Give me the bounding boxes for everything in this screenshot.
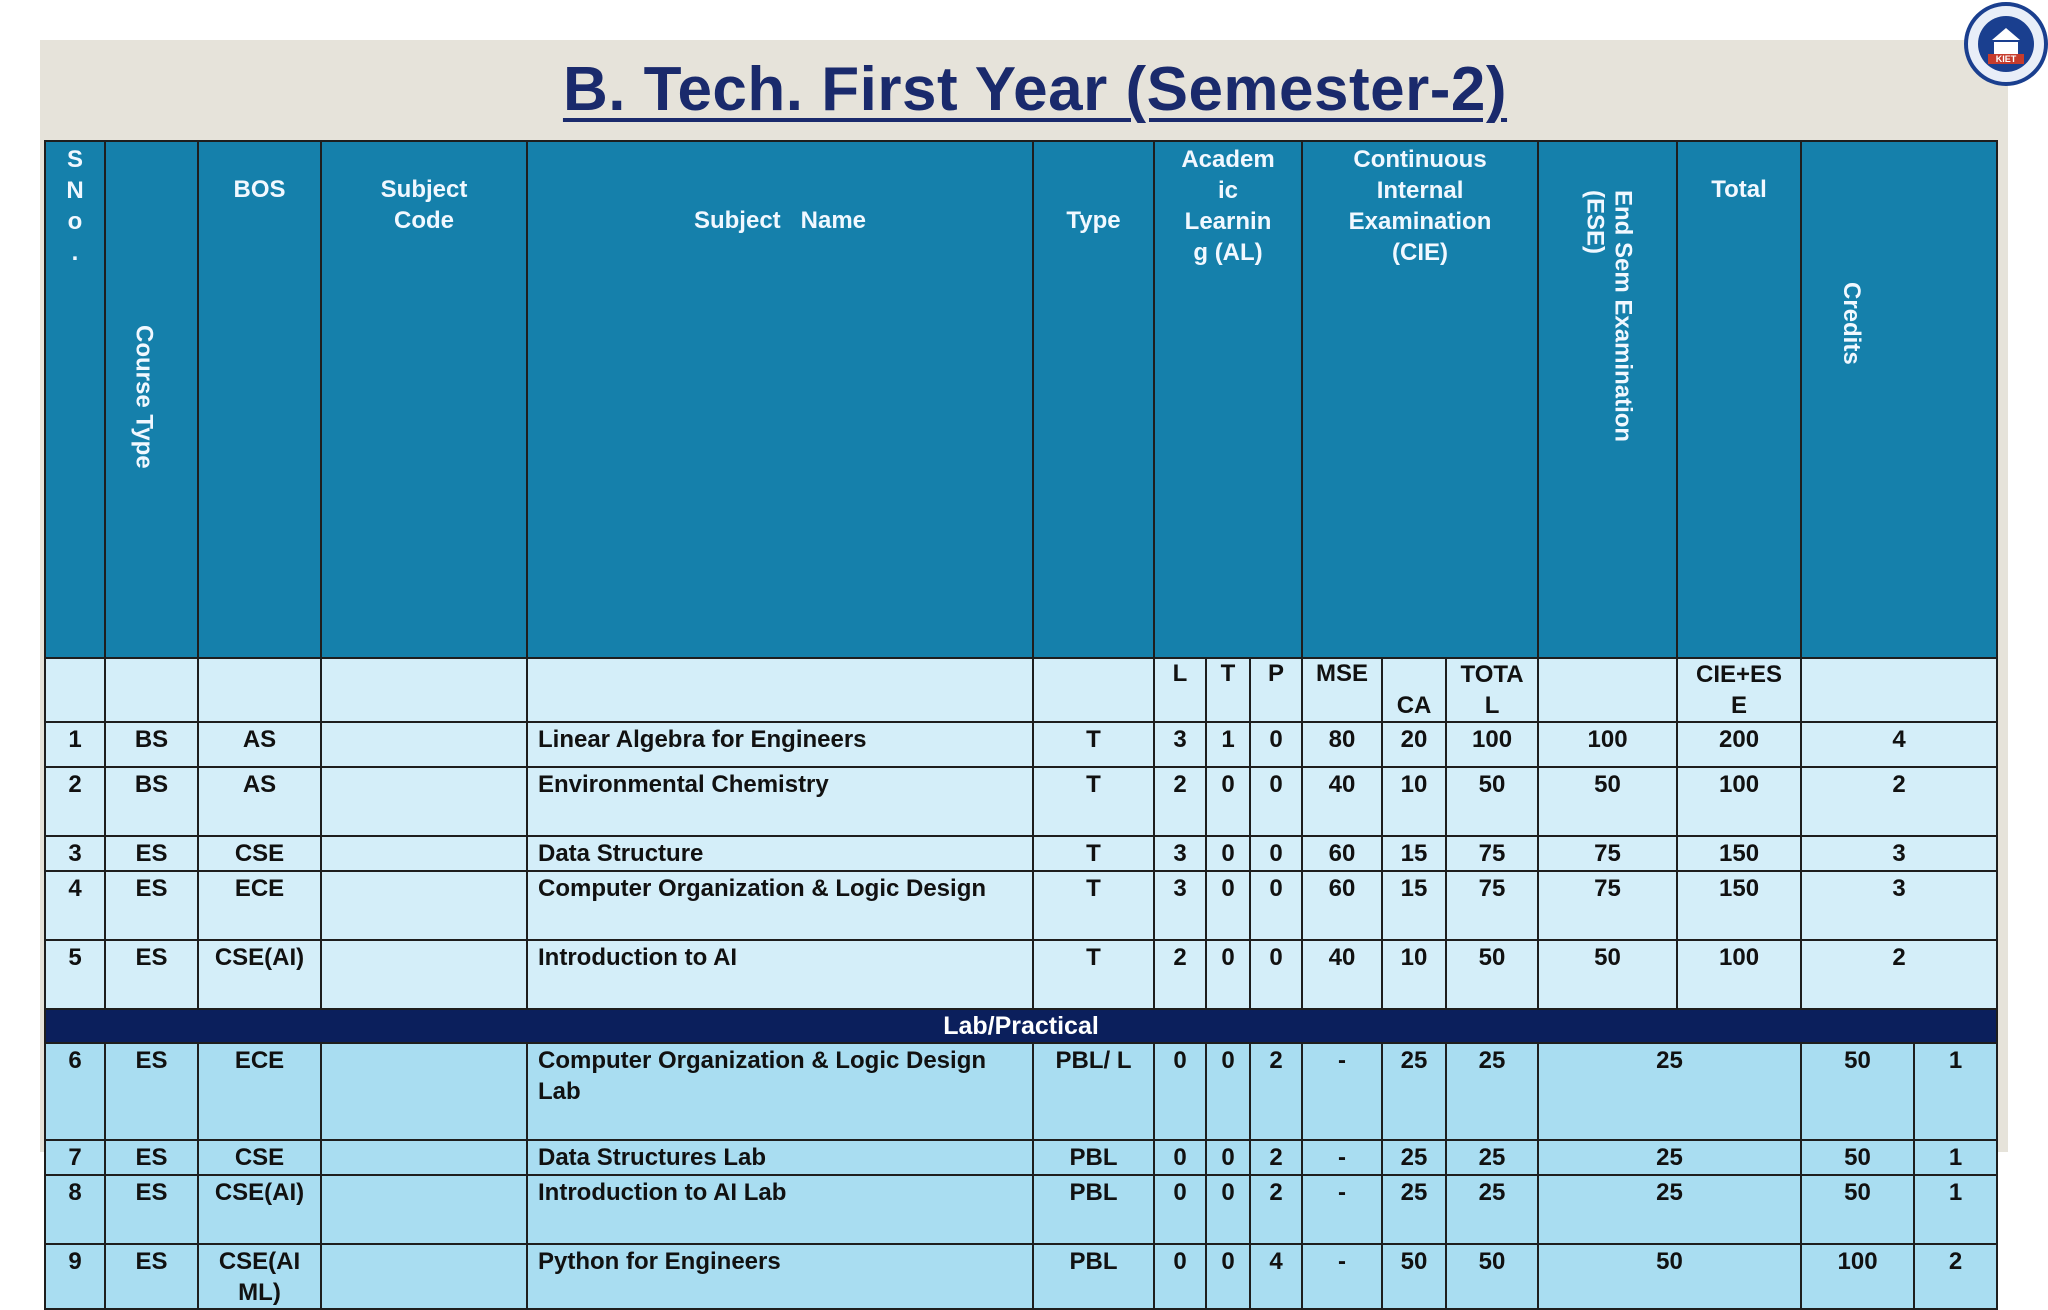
header-course-type: Course Type [105,141,198,658]
cell-cie-total: 25 [1446,1043,1538,1140]
cell-subject-name: Computer Organization & Logic Design Lab [527,1043,1033,1140]
cell-cie-total: 50 [1446,767,1538,836]
cell-type: PBL [1033,1140,1154,1175]
cell-bos: CSE(AI) [198,940,321,1009]
cell-subject-name: Python for Engineers [527,1244,1033,1309]
section-label-lab-practical: Lab/Practical [45,1009,1997,1043]
cell-credits: 1 [1914,1043,1997,1140]
cell-credits: 1 [1914,1175,1997,1244]
cell-sno: 5 [45,940,105,1009]
cell-l: 2 [1154,940,1206,1009]
cell-bos: AS [198,767,321,836]
sub-header-cie-ese: CIE+ES E [1677,658,1801,722]
cell-course-type: ES [105,940,198,1009]
cell-grand-total: 100 [1801,1244,1914,1309]
cell-mse: 60 [1302,836,1382,871]
table-row [45,1043,1997,1140]
cell-grand-total: 100 [1677,767,1801,836]
table-row [45,836,1997,871]
cell-grand-total: 50 [1801,1175,1914,1244]
cell-course-type: ES [105,1043,198,1140]
cell-grand-total: 50 [1801,1140,1914,1175]
cell-t: 0 [1206,836,1250,871]
sub-header-l: L [1154,658,1206,722]
cell-mse: 40 [1302,940,1382,1009]
cell-cie-total: 25 [1446,1175,1538,1244]
syllabus-table [44,140,1998,1310]
cell-cie-total: 100 [1446,722,1538,767]
cell-type: T [1033,767,1154,836]
cell-sno: 1 [45,722,105,767]
cell-course-type: ES [105,836,198,871]
cell-cie-total: 75 [1446,871,1538,940]
cell-subject-name: Data Structures Lab [527,1140,1033,1175]
cell-p: 2 [1250,1175,1302,1244]
cell-type: T [1033,940,1154,1009]
sub-header-total: TOTA L [1446,658,1538,722]
cell-mse: 60 [1302,871,1382,940]
cell-ca: 15 [1382,836,1446,871]
cell-p: 2 [1250,1043,1302,1140]
cell-course-type: ES [105,1140,198,1175]
cell-subject-code [321,1140,527,1175]
cell-type: PBL/ L [1033,1043,1154,1140]
cell-ese: 25 [1538,1140,1801,1175]
cell-mse: - [1302,1244,1382,1309]
header-subject-code: Subject Code [321,141,527,658]
header-bos: BOS [198,141,321,658]
header-total: Total [1677,141,1801,658]
cell-grand-total: 200 [1677,722,1801,767]
cell-course-type: BS [105,767,198,836]
table-row [45,940,1997,1009]
cell-p: 0 [1250,767,1302,836]
cell-p: 2 [1250,1140,1302,1175]
cell-credits: 2 [1801,940,1997,1009]
cell-t: 0 [1206,871,1250,940]
cell-ca: 50 [1382,1244,1446,1309]
cell-type: T [1033,722,1154,767]
cell-t: 0 [1206,940,1250,1009]
cell-bos: ECE [198,871,321,940]
cell-course-type: ES [105,1175,198,1244]
cell-cie-total: 50 [1446,1244,1538,1309]
cell-ese: 25 [1538,1175,1801,1244]
table-row [45,722,1997,767]
cell-t: 0 [1206,1244,1250,1309]
cell-grand-total: 100 [1677,940,1801,1009]
cell-subject-code [321,836,527,871]
cell-t: 0 [1206,1175,1250,1244]
cell-sno: 6 [45,1043,105,1140]
cell-ca: 10 [1382,767,1446,836]
cell-credits: 2 [1801,767,1997,836]
cell-ese: 100 [1538,722,1677,767]
cell-sno: 2 [45,767,105,836]
cell-subject-code [321,1175,527,1244]
cell-bos: CSE [198,836,321,871]
cell-l: 3 [1154,871,1206,940]
table-row [45,1140,1997,1175]
cell-mse: 80 [1302,722,1382,767]
cell-mse: 40 [1302,767,1382,836]
cell-credits: 2 [1914,1244,1997,1309]
cell-bos: ECE [198,1043,321,1140]
cell-course-type: ES [105,871,198,940]
cell-ese: 50 [1538,767,1677,836]
header-sno: S N o . [45,141,105,658]
cell-ca: 25 [1382,1140,1446,1175]
cell-ca: 25 [1382,1043,1446,1140]
cell-l: 0 [1154,1175,1206,1244]
sub-header-ca: CA [1382,658,1446,722]
header-type: Type [1033,141,1154,658]
cell-subject-name: Environmental Chemistry [527,767,1033,836]
cell-bos: CSE(AI ML) [198,1244,321,1309]
cell-mse: - [1302,1140,1382,1175]
cell-subject-code [321,1244,527,1309]
cell-l: 2 [1154,767,1206,836]
cell-credits: 4 [1801,722,1997,767]
cell-ese: 50 [1538,1244,1801,1309]
cell-subject-code [321,871,527,940]
cell-bos: AS [198,722,321,767]
cell-type: PBL [1033,1175,1154,1244]
cell-subject-code [321,940,527,1009]
cell-p: 0 [1250,871,1302,940]
cell-bos: CSE [198,1140,321,1175]
cell-subject-name: Linear Algebra for Engineers [527,722,1033,767]
cell-p: 4 [1250,1244,1302,1309]
header-cie: Continuous Internal Examination (CIE) [1302,141,1538,658]
sub-header-row [45,658,1997,722]
cell-ese: 75 [1538,836,1677,871]
cell-p: 0 [1250,722,1302,767]
cell-cie-total: 50 [1446,940,1538,1009]
table-row [45,1175,1997,1244]
cell-subject-name: Data Structure [527,836,1033,871]
cell-ca: 10 [1382,940,1446,1009]
cell-ca: 15 [1382,871,1446,940]
cell-sno: 7 [45,1140,105,1175]
svg-text:KIET: KIET [1995,54,2017,64]
cell-credits: 1 [1914,1140,1997,1175]
table-row [45,767,1997,836]
cell-ese: 25 [1538,1043,1801,1140]
cell-p: 0 [1250,940,1302,1009]
cell-sno: 9 [45,1244,105,1309]
header-credits: Credits [1801,141,1997,658]
cell-mse: - [1302,1175,1382,1244]
cell-t: 0 [1206,1140,1250,1175]
cell-sno: 4 [45,871,105,940]
cell-credits: 3 [1801,871,1997,940]
cell-l: 3 [1154,836,1206,871]
sub-header-p: P [1250,658,1302,722]
cell-subject-name: Computer Organization & Logic Design [527,871,1033,940]
section-row [45,1009,1997,1043]
cell-ese: 50 [1538,940,1677,1009]
cell-l: 0 [1154,1244,1206,1309]
table-row [45,871,1997,940]
table-row [45,1244,1997,1309]
cell-bos: CSE(AI) [198,1175,321,1244]
cell-subject-code [321,767,527,836]
cell-ese: 75 [1538,871,1677,940]
cell-subject-code [321,722,527,767]
sub-header-t: T [1206,658,1250,722]
cell-course-type: ES [105,1244,198,1309]
cell-credits: 3 [1801,836,1997,871]
header-ese: End Sem Examination (ESE) [1538,141,1677,658]
header-academic-learning: Academ ic Learnin g (AL) [1154,141,1302,658]
cell-grand-total: 150 [1677,871,1801,940]
cell-t: 1 [1206,722,1250,767]
cell-sno: 8 [45,1175,105,1244]
cell-sno: 3 [45,836,105,871]
cell-subject-name: Introduction to AI [527,940,1033,1009]
cell-t: 0 [1206,1043,1250,1140]
cell-ca: 20 [1382,722,1446,767]
cell-ca: 25 [1382,1175,1446,1244]
cell-l: 0 [1154,1140,1206,1175]
cell-cie-total: 75 [1446,836,1538,871]
cell-type: T [1033,836,1154,871]
cell-grand-total: 50 [1801,1043,1914,1140]
header-subject-name: Subject Name [527,141,1033,658]
cell-type: T [1033,871,1154,940]
sub-header-mse: MSE [1302,658,1382,722]
page-title: B. Tech. First Year (Semester-2) [562,55,1508,124]
cell-cie-total: 25 [1446,1140,1538,1175]
cell-p: 0 [1250,836,1302,871]
cell-grand-total: 150 [1677,836,1801,871]
cell-t: 0 [1206,767,1250,836]
cell-subject-code [321,1043,527,1140]
cell-mse: - [1302,1043,1382,1140]
cell-type: PBL [1033,1244,1154,1309]
cell-l: 0 [1154,1043,1206,1140]
cell-l: 3 [1154,722,1206,767]
cell-course-type: BS [105,722,198,767]
cell-subject-name: Introduction to AI Lab [527,1175,1033,1244]
table-header-row [45,141,1997,658]
